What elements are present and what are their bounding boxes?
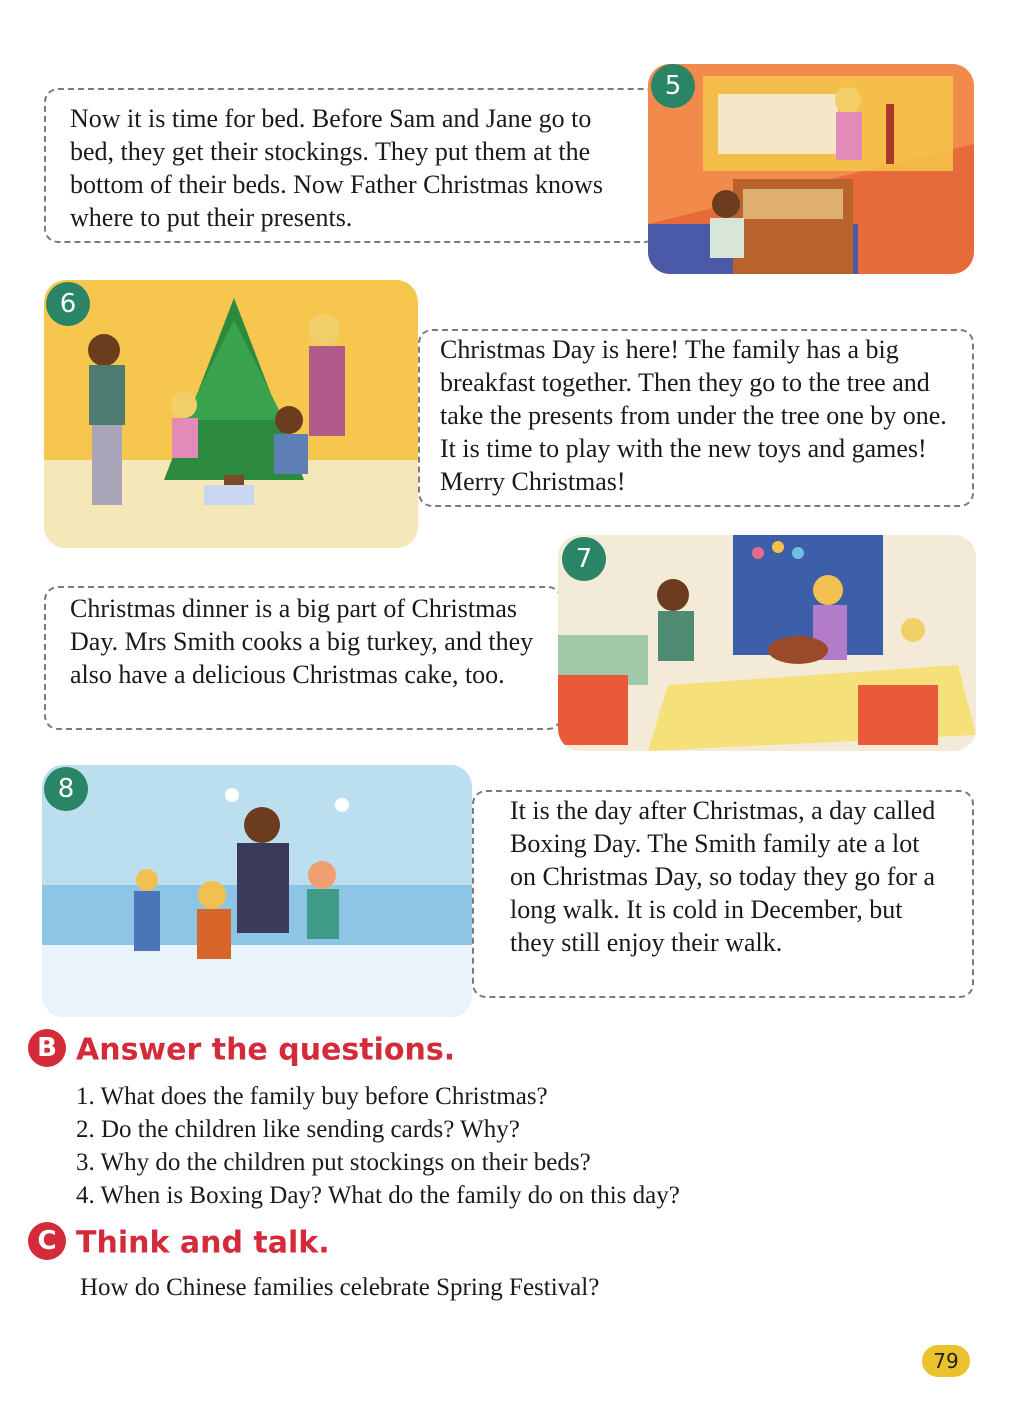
section-b-letter: B	[28, 1029, 66, 1067]
section-c-heading	[28, 1225, 330, 1263]
panel-7-text: Christmas dinner is a big part of Christmas Day. Mrs Smith cooks a big turkey, and they also have a delicious Christmas cake, too.	[70, 594, 534, 689]
section-c-title: Think and talk.	[76, 1225, 330, 1261]
panel-7-illustration	[558, 535, 976, 751]
panel-8-text: It is the day after Christmas, a day called Boxing Day. The Smith family ate a lot on Christmas Day, so today they go for a long walk. It is cold in December, but they still enjoy their walk.	[510, 796, 936, 957]
section-b-heading	[28, 1032, 455, 1070]
panel-6-illustration	[44, 280, 418, 548]
question-item: 2. Do the children like sending cards? Why?	[76, 1116, 520, 1143]
panel-7-text-box	[44, 586, 562, 730]
question-item: 4. When is Boxing Day? What do the family do on this day?	[76, 1182, 680, 1209]
panel-5-number: 5	[651, 64, 695, 108]
panel-5-text: Now it is time for bed. Before Sam and Jane go to bed, they get their stockings. They put them at the bottom of their beds. Now Father Christmas knows where to put their presents.	[70, 104, 603, 232]
section-c-letter: C	[28, 1222, 66, 1260]
panel-8-text-box	[472, 790, 974, 998]
panel-6-number: 6	[46, 282, 90, 326]
page-number: 79	[922, 1345, 970, 1377]
panel-6-text-box	[418, 329, 974, 507]
question-item: 1. What does the family buy before Christmas?	[76, 1083, 548, 1110]
panel-6-text: Christmas Day is here! The family has a big breakfast together. Then they go to the tree and take the presents from under the tree one by one. It is time to play with the new toys and games! Merry Christmas!	[440, 335, 947, 496]
panel-8-illustration	[42, 765, 472, 1017]
panel-5-illustration	[648, 64, 974, 274]
section-b-title: Answer the questions.	[76, 1032, 456, 1068]
question-item: 3. Why do the children put stockings on their beds?	[76, 1149, 591, 1176]
section-c-prompt: How do Chinese families celebrate Spring Festival?	[80, 1274, 600, 1301]
panel-7-number: 7	[562, 537, 606, 581]
panel-5-text-box	[44, 88, 659, 243]
panel-8-number: 8	[44, 767, 88, 811]
question-list	[76, 1080, 680, 1212]
